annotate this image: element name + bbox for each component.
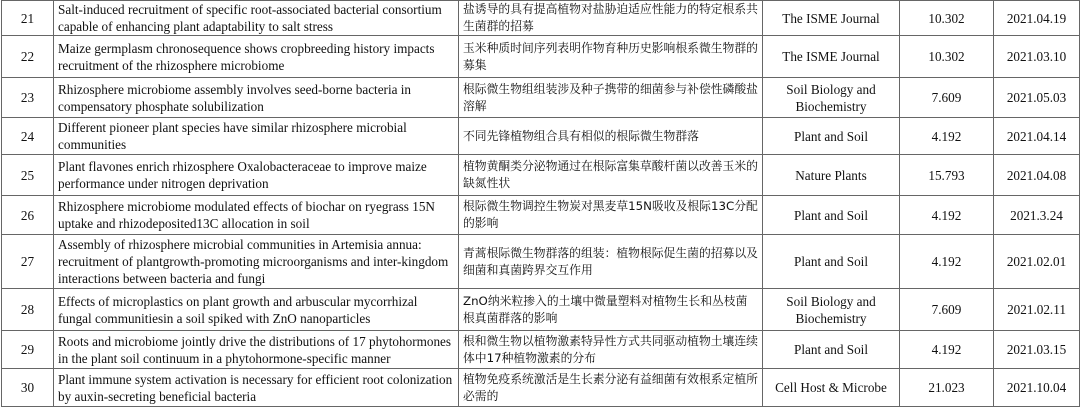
paper-title: Rhizosphere microbiome modulated effects of biochar on ryegrass 15N uptake and rhizodeposited13C allocation in soil (54, 196, 459, 235)
row-number: 25 (2, 155, 54, 196)
paper-title: Roots and microbiome jointly drive the distributions of 17 phytohormones in the plant soil continuum in a phytohormone‐specific manner (54, 331, 459, 369)
paper-title-chinese: 青蒿根际微生物群落的组装：植物根际促生菌的招募以及细菌和真菌跨界交互作用 (459, 235, 763, 289)
impact-factor: 4.192 (900, 235, 994, 289)
paper-title-chinese: 根和微生物以植物激素特异性方式共同驱动植物土壤连续体中17种植物激素的分布 (459, 331, 763, 369)
row-number: 29 (2, 331, 54, 369)
publication-date: 2021.02.11 (994, 289, 1080, 331)
paper-title-chinese: 植物免疫系统激活是生长素分泌有益细菌有效根系定植所必需的 (459, 369, 763, 407)
paper-title: Salt-induced recruitment of specific root-associated bacterial consortium capable of enhancing plant adaptability to salt stress (54, 1, 459, 36)
table-row (2, 36, 1080, 78)
table-row (2, 369, 1080, 407)
table-row (2, 1, 1080, 36)
journal-name: Nature Plants (763, 155, 900, 196)
publication-date: 2021.04.19 (994, 1, 1080, 36)
table-row (2, 78, 1080, 118)
table-row (2, 196, 1080, 235)
impact-factor: 7.609 (900, 289, 994, 331)
paper-title: Assembly of rhizosphere microbial communities in Artemisia annua: recruitment of plantgrowth-promoting microorganisms and inter-kingdom interactions between bacteria and fungi (54, 235, 459, 289)
table-row (2, 289, 1080, 331)
journal-name: Plant and Soil (763, 331, 900, 369)
publication-date: 2021.03.15 (994, 331, 1080, 369)
row-number: 27 (2, 235, 54, 289)
paper-title-chinese: 盐诱导的具有提高植物对盐胁迫适应性能力的特定根系共生菌群的招募 (459, 1, 763, 36)
journal-name: Soil Biology and Biochemistry (763, 78, 900, 118)
publication-date: 2021.10.04 (994, 369, 1080, 407)
journal-name: Cell Host & Microbe (763, 369, 900, 407)
table-row (2, 331, 1080, 369)
journal-name: The ISME Journal (763, 36, 900, 78)
row-number: 26 (2, 196, 54, 235)
table-row (2, 235, 1080, 289)
paper-title-chinese: 根际微生物调控生物炭对黑麦草15N吸收及根际13C分配的影响 (459, 196, 763, 235)
row-number: 22 (2, 36, 54, 78)
journal-name: Plant and Soil (763, 196, 900, 235)
paper-title: Effects of microplastics on plant growth and arbuscular mycorrhizal fungal communitiesin a soil spiked with ZnO nanoparticles (54, 289, 459, 331)
papers-table (1, 0, 1080, 407)
paper-title-chinese: 植物黄酮类分泌物通过在根际富集草酸杆菌以改善玉米的缺氮性状 (459, 155, 763, 196)
publication-date: 2021.04.14 (994, 118, 1080, 155)
paper-title: Rhizosphere microbiome assembly involves seed-borne bacteria in compensatory phosphate solubilization (54, 78, 459, 118)
row-number: 21 (2, 1, 54, 36)
journal-name: Soil Biology and Biochemistry (763, 289, 900, 331)
row-number: 23 (2, 78, 54, 118)
paper-title-chinese: ZnO纳米粒掺入的土壤中微量塑料对植物生长和丛枝菌根真菌群落的影响 (459, 289, 763, 331)
paper-title-chinese: 玉米种质时间序列表明作物育种历史影响根系微生物群的募集 (459, 36, 763, 78)
table-row (2, 155, 1080, 196)
paper-title: Different pioneer plant species have similar rhizosphere microbial communities (54, 118, 459, 155)
papers-table-body (2, 1, 1080, 407)
row-number: 30 (2, 369, 54, 407)
impact-factor: 10.302 (900, 1, 994, 36)
paper-title: Plant immune system activation is necessary for efficient root colonization by auxin-secreting beneficial bacteria (54, 369, 459, 407)
paper-title: Maize germplasm chronosequence shows cropbreeding history impacts recruitment of the rhizosphere microbiome (54, 36, 459, 78)
publication-date: 2021.04.08 (994, 155, 1080, 196)
journal-name: The ISME Journal (763, 1, 900, 36)
impact-factor: 21.023 (900, 369, 994, 407)
journal-name: Plant and Soil (763, 118, 900, 155)
paper-title: Plant flavones enrich rhizosphere Oxalobacteraceae to improve maize performance under nitrogen deprivation (54, 155, 459, 196)
impact-factor: 10.302 (900, 36, 994, 78)
journal-name: Plant and Soil (763, 235, 900, 289)
impact-factor: 4.192 (900, 196, 994, 235)
impact-factor: 7.609 (900, 78, 994, 118)
row-number: 28 (2, 289, 54, 331)
publication-date: 2021.3.24 (994, 196, 1080, 235)
impact-factor: 4.192 (900, 118, 994, 155)
paper-title-chinese: 根际微生物组组装涉及种子携带的细菌参与补偿性磷酸盐溶解 (459, 78, 763, 118)
row-number: 24 (2, 118, 54, 155)
paper-title-chinese: 不同先锋植物组合具有相似的根际微生物群落 (459, 118, 763, 155)
publication-date: 2021.05.03 (994, 78, 1080, 118)
impact-factor: 4.192 (900, 331, 994, 369)
table-row (2, 118, 1080, 155)
publication-date: 2021.02.01 (994, 235, 1080, 289)
publication-date: 2021.03.10 (994, 36, 1080, 78)
impact-factor: 15.793 (900, 155, 994, 196)
